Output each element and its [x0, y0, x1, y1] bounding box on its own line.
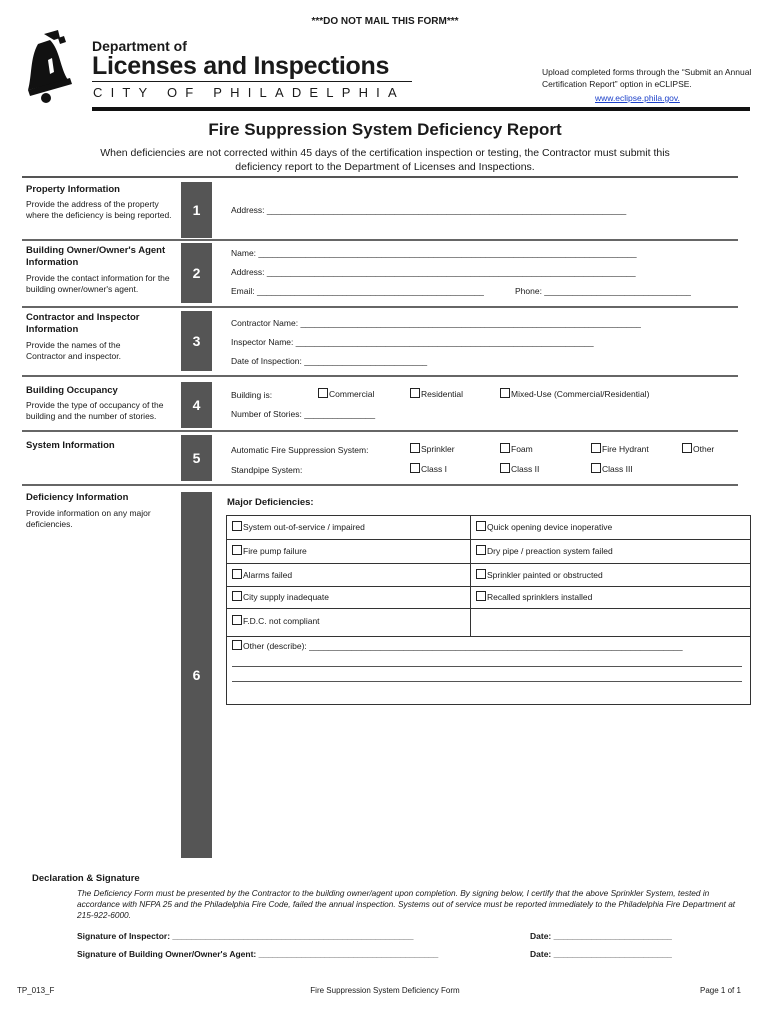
checkbox[interactable]: [476, 591, 486, 601]
deficiency-other-option[interactable]: Other (describe): _______________________________________________________________________________: [232, 640, 683, 651]
owner-address-field[interactable]: Address: ______________________________________________________________________________: [231, 267, 636, 277]
owner-signature-field[interactable]: Signature of Building Owner/Owner's Agent: ______________________________________: [77, 949, 439, 959]
checkbox[interactable]: [232, 640, 242, 650]
intro-rule: [22, 176, 738, 178]
table-divider: [226, 539, 751, 540]
checkbox[interactable]: [232, 615, 242, 625]
section-number-4: 4: [181, 382, 212, 428]
standpipe-class-1-option[interactable]: Class I: [410, 463, 447, 474]
section-rule: [22, 306, 738, 308]
afss-fire-hydrant-option[interactable]: Fire Hydrant: [591, 443, 649, 454]
checkbox[interactable]: [410, 443, 420, 453]
table-divider: [226, 636, 751, 637]
header-rule: [92, 107, 750, 111]
logo-rule: [92, 81, 412, 82]
contractor-section-desc: Provide the names of the Contractor and inspector.: [26, 340, 121, 361]
logo-licenses: Licenses and Inspections: [92, 52, 390, 80]
owner-date-field[interactable]: Date: _________________________: [530, 949, 672, 959]
table-divider: [226, 586, 751, 587]
owner-section-title: Building Owner/Owner's Agent Information: [26, 245, 166, 268]
deficiency-option[interactable]: Quick opening device inoperative: [476, 521, 612, 532]
section-rule: [22, 484, 738, 486]
afss-label: Automatic Fire Suppression System:: [231, 445, 369, 455]
form-title: Fire Suppression System Deficiency Report: [208, 120, 562, 139]
section-rule: [22, 375, 738, 377]
page-number: Page 1 of 1: [700, 986, 741, 995]
checkbox[interactable]: [318, 388, 328, 398]
checkbox[interactable]: [591, 463, 601, 473]
deficiency-table: [226, 515, 751, 705]
other-describe-line[interactable]: [232, 666, 742, 667]
do-not-mail-note: ***DO NOT MAIL THIS FORM***: [311, 16, 459, 27]
checkbox[interactable]: [476, 521, 486, 531]
owner-email-field[interactable]: Email: ________________________________________________: [231, 286, 484, 296]
section-rule: [22, 430, 738, 432]
checkbox[interactable]: [232, 569, 242, 579]
deficiency-section-title: Deficiency Information: [26, 492, 129, 503]
property-section-desc: Provide the address of the property where the deficiency is being reported.: [26, 199, 172, 220]
inspector-date-field[interactable]: Date: _________________________: [530, 931, 672, 941]
other-describe-line[interactable]: [232, 681, 742, 682]
afss-foam-option[interactable]: Foam: [500, 443, 533, 454]
footer-form-name: Fire Suppression System Deficiency Form: [310, 986, 460, 995]
checkbox[interactable]: [410, 388, 420, 398]
table-divider: [470, 515, 471, 637]
logo-city: CITY OF PHILADELPHIA: [93, 85, 405, 100]
deficiency-option[interactable]: Sprinkler painted or obstructed: [476, 569, 603, 580]
standpipe-class-2-option[interactable]: Class II: [500, 463, 539, 474]
stories-field[interactable]: Number of Stories: _______________: [231, 409, 376, 419]
section-number-1: 1: [181, 182, 212, 238]
checkbox[interactable]: [500, 463, 510, 473]
system-section-title: System Information: [26, 440, 115, 451]
property-address-field[interactable]: Address: ____________________________________________________________________________: [231, 205, 627, 215]
checkbox[interactable]: [591, 443, 601, 453]
checkbox[interactable]: [476, 545, 486, 555]
occupancy-mixed-use-option[interactable]: Mixed-Use (Commercial/Residential): [500, 388, 649, 399]
logo-dept-of: Department of: [92, 38, 187, 54]
checkbox[interactable]: [232, 591, 242, 601]
upload-instructions: Upload completed forms through the “Submit an Annual Certification Report” option in eCLIPSE.: [542, 67, 752, 89]
section-number-2: 2: [181, 243, 212, 303]
contractor-name-field[interactable]: Contractor Name: ________________________________________________________________________: [231, 318, 641, 328]
section-number-5: 5: [181, 435, 212, 481]
occupancy-residential-option[interactable]: Residential: [410, 388, 463, 399]
occupancy-commercial-option[interactable]: Commercial: [318, 388, 374, 399]
deficiency-option[interactable]: Recalled sprinklers installed: [476, 591, 592, 602]
afss-sprinkler-option[interactable]: Sprinkler: [410, 443, 455, 454]
owner-phone-field[interactable]: Phone: _______________________________: [515, 286, 691, 296]
occupancy-section-title: Building Occupancy: [26, 385, 118, 396]
owner-section-desc: Provide the contact information for the building owner/owner's agent.: [26, 273, 170, 294]
owner-name-field[interactable]: Name: ________________________________________________________________________________: [231, 248, 637, 258]
deficiency-option[interactable]: F.D.C. not compliant: [232, 615, 320, 626]
deficiency-option[interactable]: Fire pump failure: [232, 545, 307, 556]
table-divider: [226, 563, 751, 564]
deficiency-section-desc: Provide information on any major deficiencies.: [26, 508, 151, 529]
standpipe-class-3-option[interactable]: Class III: [591, 463, 633, 474]
section-number-3: 3: [181, 311, 212, 371]
deficiency-option[interactable]: Dry pipe / preaction system failed: [476, 545, 613, 556]
checkbox[interactable]: [232, 521, 242, 531]
afss-other-option[interactable]: Other: [682, 443, 714, 454]
section-number-6: 6: [181, 492, 212, 858]
declaration-title: Declaration & Signature: [32, 873, 140, 884]
declaration-text: The Deficiency Form must be presented by the Contractor to the building owner/agent upon completion. By signing below, I certify that the above Sprinkler System, tested in accordance with NFPA 25 and the Philadelphia Fire Code, failed the annual inspection. Systems out of service must be reported immediately to the Philadelphia Fire Department at 215-922-6000.: [77, 888, 736, 920]
building-is-label: Building is:: [231, 390, 273, 400]
contractor-section-title: Contractor and Inspector Information: [26, 312, 140, 335]
checkbox[interactable]: [682, 443, 692, 453]
checkbox[interactable]: [410, 463, 420, 473]
property-section-title: Property Information: [26, 184, 120, 195]
inspector-name-field[interactable]: Inspector Name: _______________________________________________________________: [231, 337, 594, 347]
checkbox[interactable]: [500, 443, 510, 453]
deficiency-option[interactable]: System out-of-service / impaired: [232, 521, 365, 532]
inspection-date-field[interactable]: Date of Inspection: __________________________: [231, 356, 428, 366]
eclipse-link[interactable]: www.eclipse.phila.gov.: [595, 93, 680, 103]
major-deficiencies-title: Major Deficiencies:: [227, 497, 314, 508]
intro-text: When deficiencies are not corrected within 45 days of the certification inspection or testing, the Contractor must submit this deficiency report to the Department of Licenses and Inspections.: [100, 147, 670, 173]
table-divider: [226, 608, 751, 609]
occupancy-section-desc: Provide the type of occupancy of the building and the number of stories.: [26, 400, 164, 421]
checkbox[interactable]: [476, 569, 486, 579]
inspector-signature-field[interactable]: Signature of Inspector: ___________________________________________________: [77, 931, 414, 941]
checkbox[interactable]: [500, 388, 510, 398]
checkbox[interactable]: [232, 545, 242, 555]
form-code: TP_013_F: [17, 986, 55, 995]
liberty-bell-icon: [24, 28, 88, 108]
deficiency-option[interactable]: Alarms failed: [232, 569, 292, 580]
deficiency-option[interactable]: City supply inadequate: [232, 591, 329, 602]
standpipe-label: Standpipe System:: [231, 465, 303, 475]
section-rule: [22, 239, 738, 241]
